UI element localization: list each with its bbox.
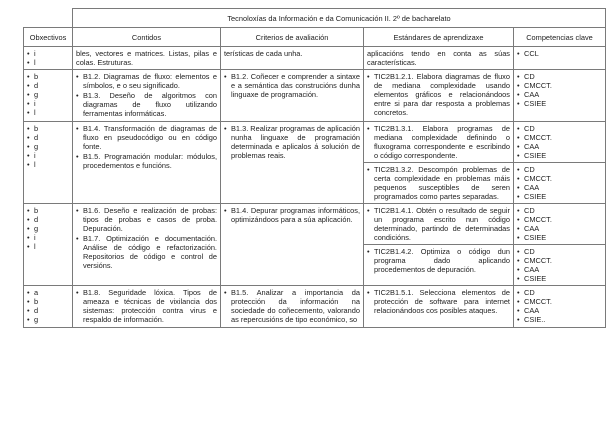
competences-cell [514, 47, 606, 70]
list-item: • d [27, 133, 69, 142]
competences-cell [514, 204, 606, 245]
list-item: • b [27, 297, 69, 306]
list-item: • l [27, 58, 69, 67]
list-item: • l [27, 108, 69, 117]
standard-item: • TIC2B1.4.1. Obtén o resultado de seguir un programa escrito nun código determinado, partindo de determinadas condicións. [367, 206, 510, 242]
table-row [24, 122, 606, 163]
list-item: • CAA [517, 90, 602, 99]
criteria-cell [221, 70, 364, 122]
criteria-cell [221, 122, 364, 204]
table-row [24, 47, 606, 70]
standard-item: • TIC2B1.5.1. Selecciona elementos de protección de software para internet relacionándoos cos posibles ataques. [367, 288, 510, 315]
standard-cell [364, 70, 514, 122]
competences-cell [514, 286, 606, 328]
list-item: • CAA [517, 306, 602, 315]
competences-list [517, 165, 602, 201]
contents-cell [73, 204, 221, 286]
competences-list [517, 49, 602, 58]
list-item: • CD [517, 206, 602, 215]
objectives-cell [24, 47, 73, 70]
competences-list [517, 124, 602, 160]
competences-list [517, 72, 602, 108]
content-item: • B1.3. Deseño de algoritmos con diagramas de fluxo utilizando ferramentas informáticas. [76, 91, 217, 118]
standard-cell [364, 204, 514, 245]
list-item: • CAA [517, 142, 602, 151]
column-header-row [24, 28, 606, 47]
list-item: • i [27, 49, 69, 58]
list-item: • CD [517, 165, 602, 174]
objectives-list [27, 49, 69, 67]
list-item: • l [27, 160, 69, 169]
contents-cell [73, 122, 221, 204]
competences-cell [514, 70, 606, 122]
header-contents: Contidos [73, 28, 221, 47]
list-item: • g [27, 224, 69, 233]
list-item: • CSIEE [517, 151, 602, 160]
table-row [24, 286, 606, 328]
objectives-cell [24, 70, 73, 122]
contents-cell [73, 47, 221, 70]
table-row [24, 70, 606, 122]
competences-list [517, 206, 602, 242]
list-item: • i [27, 233, 69, 242]
standard-cell [364, 122, 514, 163]
list-item: • CD [517, 72, 602, 81]
list-item: • l [27, 242, 69, 251]
standard-cell [364, 286, 514, 328]
contents-cell [73, 70, 221, 122]
list-item: • CMCCT. [517, 256, 602, 265]
content-item: • B1.6. Deseño e realización de probas: tipos de probas e casos de proba. Depuración. [76, 206, 217, 233]
list-item: • CAA [517, 224, 602, 233]
curriculum-table [23, 8, 606, 328]
list-item: • i [27, 151, 69, 160]
criteria-cell [221, 204, 364, 286]
list-item: • CD [517, 247, 602, 256]
list-item: • CD [517, 288, 602, 297]
list-item: • CSIEE [517, 99, 602, 108]
header-competences: Competencias clave [514, 28, 606, 47]
criterion-item: • B1.2. Coñecer e comprender a sintaxe e a semántica das construcións dunha linguaxe de programación. [224, 72, 360, 99]
curriculum-body [24, 47, 606, 328]
content-item: • B1.2. Diagramas de fluxo: elementos e símbolos, e o seu significado. [76, 72, 217, 90]
header-standards: Estándares de aprendizaxe [364, 28, 514, 47]
standard-cell [364, 163, 514, 204]
list-item: • CSIEE [517, 233, 602, 242]
list-item: • i [27, 99, 69, 108]
objectives-cell [24, 286, 73, 328]
list-item: • CAA [517, 183, 602, 192]
contents-cell [73, 286, 221, 328]
list-item: • CMCCT. [517, 81, 602, 90]
list-item: • b [27, 206, 69, 215]
list-item: • b [27, 124, 69, 133]
criterion-item: • B1.4. Depurar programas informáticos, optimizándoos para a súa aplicación. [224, 206, 360, 224]
list-item: • CMCCT. [517, 215, 602, 224]
competences-list [517, 288, 602, 324]
list-item: • CAA [517, 265, 602, 274]
criterion-item: • B1.3. Realizar programas de aplicación nunha linguaxe de programación determinada e aplicalos á solución de problemas reais. [224, 124, 360, 160]
content-item: bles, vectores e matrices. Listas, pilas e colas. Estruturas. [76, 49, 217, 67]
content-item: • B1.7. Optimización e documentación. Análise de código e refactorización. Repositorios de código e control de versións. [76, 234, 217, 270]
content-item: • B1.4. Transformación de diagramas de fluxo en pseudocódigo ou en código fonte. [76, 124, 217, 151]
list-item: • CSIE.. [517, 315, 602, 324]
list-item: • CMCCT. [517, 174, 602, 183]
competences-cell [514, 122, 606, 163]
objectives-list [27, 288, 69, 324]
standard-cell [364, 245, 514, 286]
corner-cell [24, 9, 73, 28]
criterion-item: • B1.5. Analizar a importancia da protección da información na sociedade do coñecemento, valorando as repercusións de tipo económico, so [224, 288, 360, 324]
competences-list [517, 247, 602, 283]
list-item: • g [27, 142, 69, 151]
table-row [24, 204, 606, 245]
list-item: • a [27, 288, 69, 297]
objectives-cell [24, 122, 73, 204]
list-item: • CD [517, 124, 602, 133]
criteria-cell [221, 286, 364, 328]
objectives-cell [24, 204, 73, 286]
standard-item: • TIC2B1.3.2. Descompón problemas de certa complexidade en problemas máis pequenos susceptibles de seren programados como partes separadas. [367, 165, 510, 201]
course-title: Tecnoloxías da Información e da Comunicación II. 2º de bacharelato [73, 9, 606, 28]
objectives-list [27, 72, 69, 117]
objectives-list [27, 206, 69, 251]
list-item: • b [27, 72, 69, 81]
header-criteria: Criterios de avaliación [221, 28, 364, 47]
list-item: • d [27, 215, 69, 224]
content-item: • B1.8. Seguridade lóxica. Tipos de ameaza e técnicas de vixilancia dos sistemas: protección contra virus e respaldo de información. [76, 288, 217, 324]
standard-item: • TIC2B1.2.1. Elabora diagramas de fluxo de mediana complexidade usando elementos gráficos e relacionándoos entre si para dar resposta a problemas concretos. [367, 72, 510, 117]
list-item: • CMCCT. [517, 297, 602, 306]
content-item: • B1.5. Programación modular: módulos, procedementos e funcións. [76, 152, 217, 170]
list-item: • CSIEE [517, 192, 602, 201]
objectives-list [27, 124, 69, 169]
list-item: • g [27, 315, 69, 324]
standard-item: aplicacións tendo en conta as súas características. [367, 49, 510, 67]
standard-cell [364, 47, 514, 70]
competences-cell [514, 163, 606, 204]
list-item: • d [27, 306, 69, 315]
list-item: • g [27, 90, 69, 99]
list-item: • CCL [517, 49, 602, 58]
standard-item: • TIC2B1.4.2. Optimiza o código dun programa dado aplicando procedementos de depuración. [367, 247, 510, 274]
criteria-cell [221, 47, 364, 70]
list-item: • d [27, 81, 69, 90]
competences-cell [514, 245, 606, 286]
list-item: • CMCCT. [517, 133, 602, 142]
standard-item: • TIC2B1.3.1. Elabora programas de mediana complexidade definindo o fluxograma correspondente e escribindo o código correspondente. [367, 124, 510, 160]
list-item: • CSIEE [517, 274, 602, 283]
header-objectives: Obxectivos [24, 28, 73, 47]
criterion-item: terísticas de cada unha. [224, 49, 303, 58]
